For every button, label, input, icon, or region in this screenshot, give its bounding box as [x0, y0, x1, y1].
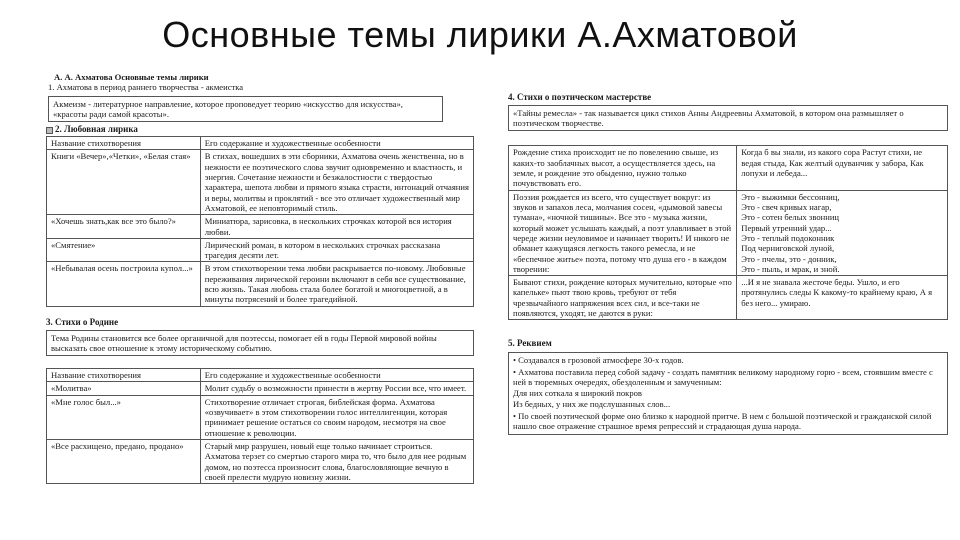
poem-description-cell: Молит судьбу о возможности принести в жертву России все, что имеет.	[200, 382, 473, 395]
requiem-box	[508, 352, 948, 435]
commentary-cell: Поэзия рождается из всего, что существует вокруг: из звуков и запахов леса, молчания сосен, «дымовой завесы тумана», «ночной тишины». Все это - музыка жизни, который может услышать каждый, а поэт улавливает в этой череде жизни неуловимое и начинает творить! И никого не обманет кажущаяся легкость такого ремесла, и не «беспечное житье» поэта, потому что душа его - в каждом творении:	[509, 190, 737, 276]
poem-name-cell: «Молитва»	[47, 382, 201, 395]
column-header: Его содержание и художественные особенности	[200, 137, 473, 150]
table-row	[47, 150, 474, 215]
section-5-title: 5. Реквием	[508, 338, 552, 349]
column-header: Название стихотворения	[47, 369, 201, 382]
section-2-title: 2. Любовная лирика	[46, 124, 474, 135]
table-header-row	[47, 137, 474, 150]
section-1-title: 1. Ахматова в период раннего творчества - акмеистка	[48, 82, 244, 93]
right-document-scan	[508, 92, 948, 540]
table-row	[47, 238, 474, 262]
left-document-scan	[46, 72, 474, 540]
table-row	[47, 382, 474, 395]
poem-description-cell: Миниатюра, зарисовка, в нескольких строчках которой вся история любви.	[200, 215, 473, 239]
table-row	[509, 146, 948, 190]
poetic-craft-table	[508, 145, 948, 320]
document-heading: А. А. Ахматова Основные темы лирики	[54, 72, 209, 82]
table-row	[47, 395, 474, 439]
poem-name-cell: «Небывалая осень построила купол...»	[47, 262, 201, 306]
table-row	[47, 215, 474, 239]
love-lyrics-table	[46, 136, 474, 307]
poem-name-cell: «Смятение»	[47, 238, 201, 262]
poem-description-cell: Лирический роман, в котором в нескольких строчках рассказана трагедия десяти лет.	[200, 238, 473, 262]
poem-name-cell: Книги «Вечер»,«Четки», «Белая стая»	[47, 150, 201, 215]
poem-description-cell: В стихах, вошедших в эти сборники, Ахматова очень женственна, но в нежности ее поэтического слова звучит одновременно и властность, и энергия. Сочетание нежности и безжалостности с твердостью характера, шепота любви и прямого языка страсти, интонаций отчаяния и веры, молитвы и проклятий - все это отличает художественный мир Ахматовой, ее неповторимый стиль.	[200, 150, 473, 215]
poem-description-cell: В этом стихотворении тема любви раскрывается по-новому. Любовные переживания лирической героини включают в себя все существование, всю жизнь. Такая любовь стала более богатой и многоцветной, а в минуты потрясений и более трагедийной.	[200, 262, 473, 306]
commentary-cell: Рождение стиха происходит не по повелению свыше, из каких-то заоблачных высот, а осуществляется здесь, на земле, и рождение это обыденно, нужно только почувствовать его.	[509, 146, 737, 190]
craft-intro-box: «Тайны ремесла» - так называется цикл стихов Анны Андреевны Ахматовой, в котором она размышляет о поэтическом творчестве.	[508, 105, 948, 132]
table-row	[47, 440, 474, 484]
homeland-table	[46, 368, 474, 484]
list-item: Из бедных, у них же подслушанных слов...	[513, 399, 671, 410]
list-item: Для них соткала я широкий покров	[513, 388, 642, 399]
list-item: • Создавался в грозовой атмосфере 30-х годов.	[513, 355, 684, 366]
list-item: • По своей поэтической форме оно близко к народной притче. В нем с большой поэтической и гражданской силой нашло свое отражение страшное время репрессий и страдающая душа народа.	[513, 410, 932, 432]
acmeism-definition-box: Акмеизм - литературное направление, которое проповедует теорию «искусство для искусства», «красоты ради самой красоты».	[48, 96, 443, 123]
table-header-row	[47, 369, 474, 382]
quote-cell: Когда б вы знали, из какого сора Растут стихи, не ведая стыда, Как желтый одуванчик у забора, Как лопухи и лебеда...	[737, 146, 948, 190]
poem-description-cell: Стихотворение отличает строгая, библейская форма. Ахматова «озвучивает» в этом стихотворении голос интеллигенции, которая принимает решение остаться со своим народом, несмотря на свое отношение к революции.	[200, 395, 473, 439]
quote-cell: Это - выжимки бессонниц, Это - свеч кривых нагар, Это - сотен белых звонниц Первый утренний удар... Это - теплый подоконник Под черниговской луной, Это - пчелы, это - донник, Это - пыль, и мрак, и зной.	[737, 190, 948, 276]
slide-title: Основные темы лирики А.Ахматовой	[162, 14, 798, 55]
list-item: • Ахматова поставила перед собой задачу - создать памятник великому народному горю - всем, стоявшим вместе с ней в тюремных очередях, обездоленным и замученным:	[513, 366, 933, 387]
table-row	[509, 190, 948, 276]
section-4-title: 4. Стихи о поэтическом мастерстве	[508, 92, 652, 102]
homeland-intro-box: Тема Родины становится все более органичной для поэтессы, помогает ей в годы Первой мировой войны высказать свое отношение к этому историческому событию.	[46, 330, 474, 357]
column-header: Название стихотворения	[47, 137, 201, 150]
section-marker-icon	[46, 127, 53, 134]
column-header: Его содержание и художественные особенности	[200, 369, 473, 382]
poem-name-cell: «Хочешь знать,как все это было?»	[47, 215, 201, 239]
poem-name-cell: «Все расхищено, предано, продано»	[47, 440, 201, 484]
table-row	[509, 276, 948, 320]
commentary-cell: Бывают стихи, рождение которых мучительно, которые «по капельке» пьют твою кровь, требуют от тебя чрезвычайного напряжения всех сил, и все-таки не появляются, уходят, не даются в руки:	[509, 276, 737, 320]
poem-description-cell: Старый мир разрушен, новый еще только начинает строиться. Ахматова терзет со смертью старого мира то, что было для нее родным домом, но поэтесса произносит слова, благословляющие вечную в своей прелести мудрую новизну жизни.	[200, 440, 473, 484]
poem-name-cell: «Мне голос был...»	[47, 395, 201, 439]
quote-cell: ...И я не знавала жесточе беды. Ушло, и его протянулись следы К какому-то крайнему краю, А я без него... умираю.	[737, 276, 948, 320]
section-3-title: 3. Стихи о Родине	[46, 316, 119, 327]
table-row	[47, 262, 474, 306]
